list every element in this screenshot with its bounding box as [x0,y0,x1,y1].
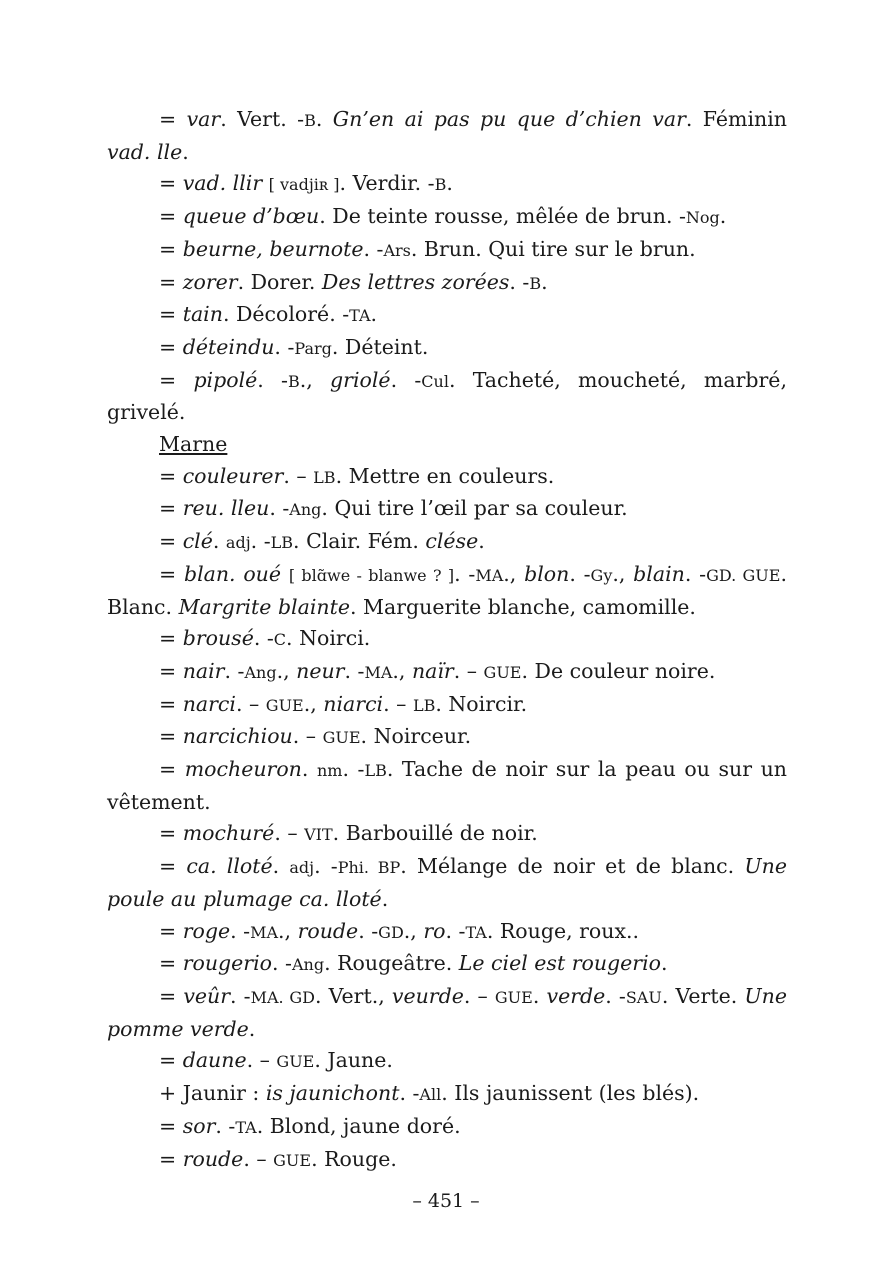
dictionary-entry: = roge. -MA., roude. -GD., ro. -TA. Rouge, roux.. [159,918,640,943]
dictionary-entry: = clé. adj. -LB. Clair. Fém. clése. [159,529,485,554]
section-heading: Marne [159,432,228,457]
dictionary-entry: = vad. llir [ vadjiʀ ]. Verdir. -B. [159,171,453,196]
dictionary-entry: = narcichiou. – GUE. Noirceur. [159,724,472,749]
page-number: – 451 – [412,1190,480,1212]
dictionary-entry: = var. Vert. -B. Gn’en ai pas pu que d’chien var. Féminin vad. lle. [107,107,787,164]
dictionary-entry: = nair. -Ang., neur. -MA., naïr. – GUE. De couleur noire. [159,658,716,683]
dictionary-entry: = daune. – GUE. Jaune. [159,1048,393,1073]
dictionary-entry: = rougerio. -Ang. Rougeâtre. Le ciel est rougerio. [159,951,668,976]
dictionary-entry: = ca. lloté. adj. -Phi. BP. Mélange de noir et de blanc. Une poule au plumage ca. lloté. [107,854,787,911]
dictionary-entry: + Jaunir : is jaunichont. -All. Ils jaunissent (les blés). [159,1081,700,1106]
dictionary-entry: = zorer. Dorer. Des lettres zorées. -B. [159,269,548,294]
dictionary-entry: = mocheuron. nm. -LB. Tache de noir sur la peau ou sur un vêtement. [107,757,787,814]
dictionary-entry: = brousé. -C. Noirci. [159,626,371,651]
dictionary-entry: = queue d’bœu. De teinte rousse, mêlée de brun. -Nog. [159,204,727,229]
dictionary-entry: = sor. -TA. Blond, jaune doré. [159,1113,461,1138]
dictionary-entry: = mochuré. – VIT. Barbouillé de noir. [159,821,538,846]
dictionary-entry: = roude. – GUE. Rouge. [159,1146,397,1171]
dictionary-entry: = narci. – GUE., niarci. – LB. Noircir. [159,691,528,716]
dictionary-entry: = couleurer. – LB. Mettre en couleurs. [159,463,555,488]
dictionary-entry: = reu. lleu. -Ang. Qui tire l’œil par sa couleur. [159,496,628,521]
dictionary-entry: = veûr. -MA. GD. Vert., veurde. – GUE. verde. -SAU. Verte. Une pomme verde. [107,983,787,1041]
dictionary-entry: = beurne, beurnote. -Ars. Brun. Qui tire sur le brun. [159,236,696,261]
dictionary-entry: = tain. Décoloré. -TA. [159,302,378,327]
dictionary-entry: = pipolé. -B., griolé. -Cul. Tacheté, moucheté, marbré, grivelé. [107,367,787,425]
dictionary-entry: = blan. oué [ blɑ̃we - blanwe ? ]. -MA., blon. -Gy., blain. -GD. GUE. Blanc. Margrite blainte. Marguerite blanche, camomille. [107,561,788,619]
document-body [107,104,787,1176]
dictionary-entry: = déteindu. -Parg. Déteint. [159,334,429,359]
